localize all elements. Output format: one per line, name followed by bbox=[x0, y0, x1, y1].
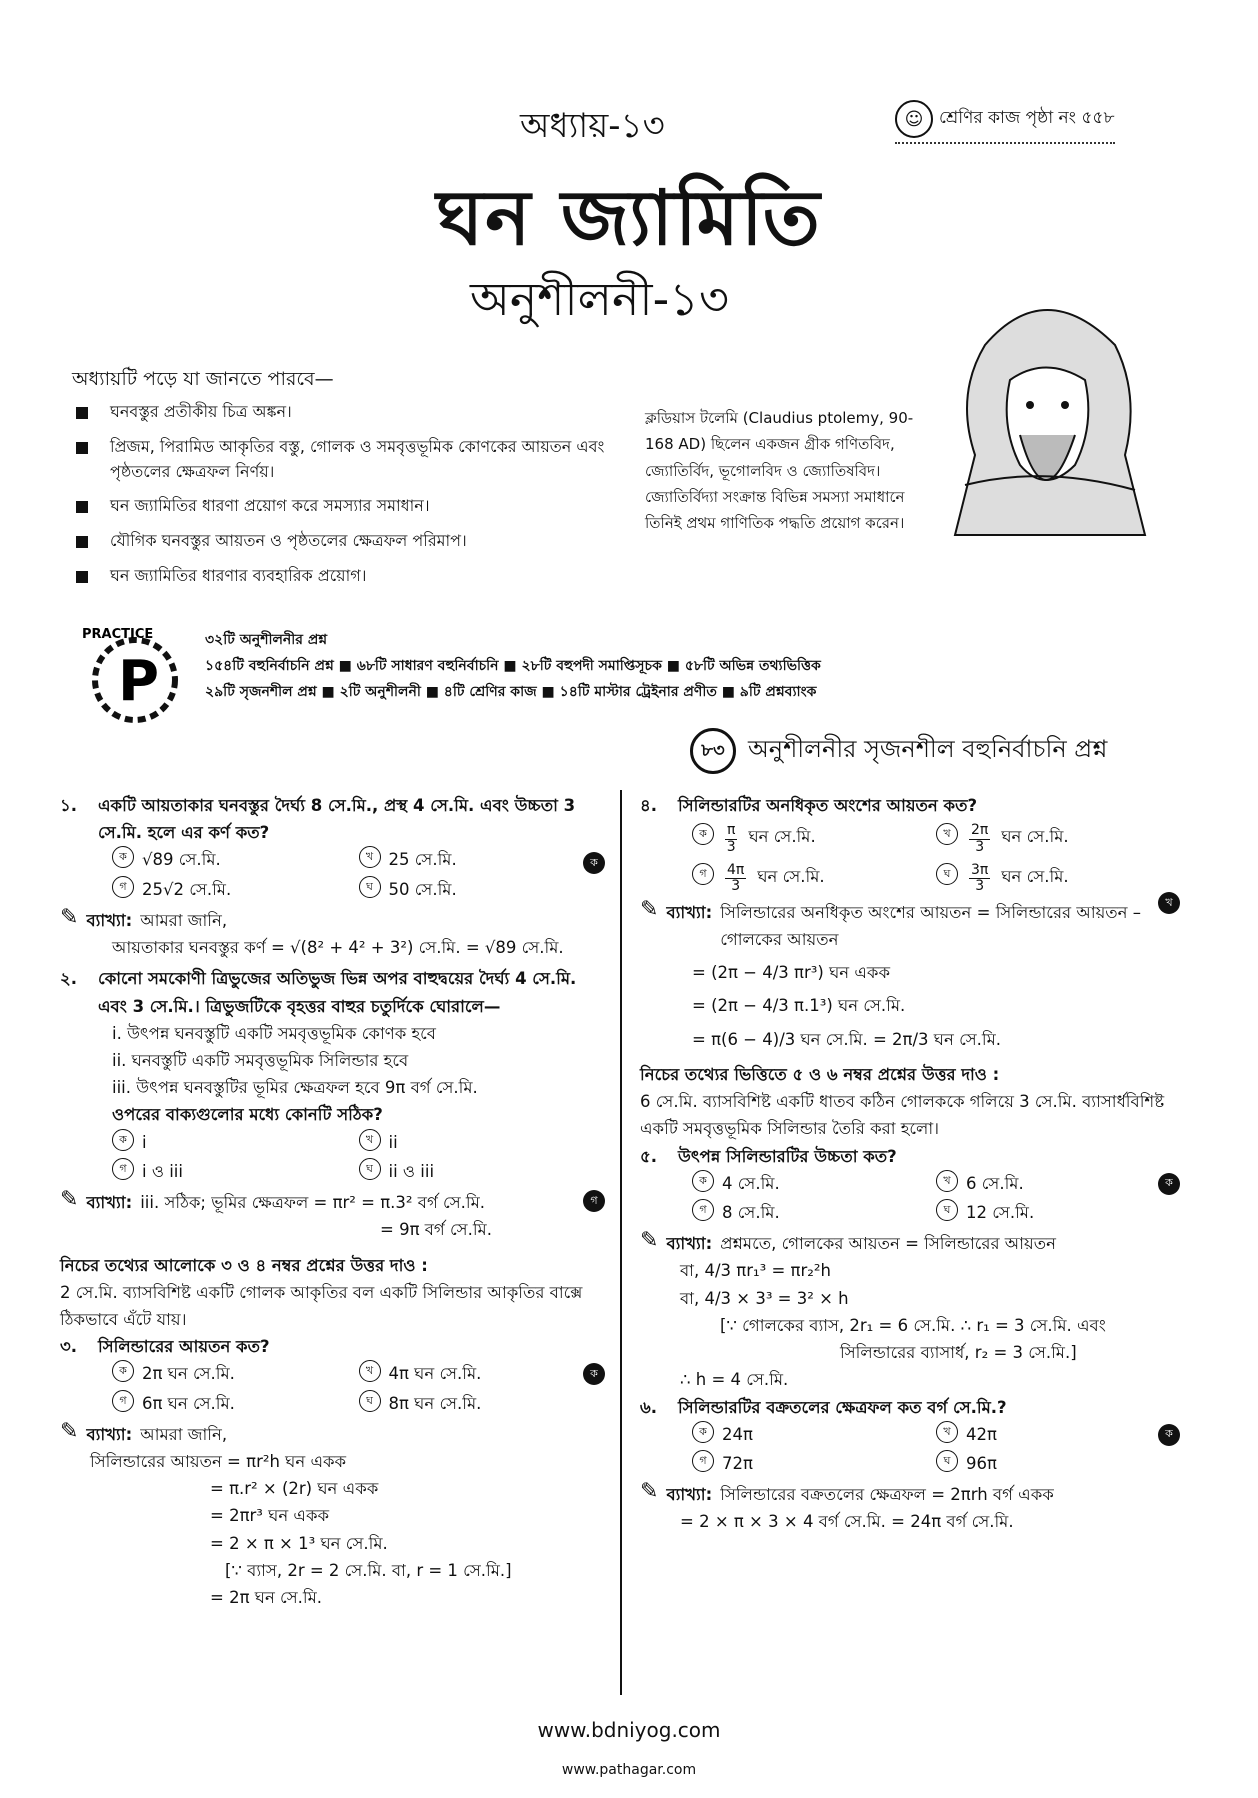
explanation-line: বা, 4/3 πr₁³ = πr₂²h bbox=[680, 1261, 831, 1281]
explanation-line: = 2 × π × 1³ ঘন সে.মি. bbox=[210, 1533, 388, 1553]
option-ga[interactable]: গ $\frac{4\pi}{3}$ ঘন সে.মি. bbox=[692, 863, 936, 895]
pen-icon: ✎ bbox=[640, 1479, 659, 1505]
pen-icon: ✎ bbox=[60, 1418, 79, 1444]
question-1 bbox=[60, 792, 605, 961]
pen-icon: ✎ bbox=[60, 904, 79, 930]
page-title: ঘন জ্যামিতি bbox=[436, 173, 822, 262]
pen-icon: ✎ bbox=[60, 1187, 79, 1213]
classwork-text: শ্রেণির কাজ পৃষ্ঠা নং ৫৫৮ bbox=[939, 108, 1115, 128]
option-kha[interactable]: খ 25 সে.মি. bbox=[359, 846, 606, 873]
question-2 bbox=[60, 965, 605, 1243]
mcq-banner bbox=[690, 728, 1107, 774]
option-gha[interactable]: ঘ 50 সে.মি. bbox=[359, 876, 606, 903]
explanation-line: সিলিন্ডারের বক্রতলের ক্ষেত্রফল = 2πrh বর্গ একক bbox=[720, 1485, 1054, 1505]
info-heading: নিচের তথ্যের আলোকে ৩ ও ৪ নম্বর প্রশ্নের উত্তর দাও : bbox=[60, 1255, 428, 1275]
explanation-line: = (2π − 4/3 π.1³) ঘন সে.মি. bbox=[692, 996, 906, 1016]
explanation-line: = (2π − 4/3 πr³) ঘন একক bbox=[692, 963, 890, 983]
explanation-line: ∴ h = 4 সে.মি. bbox=[680, 1370, 789, 1390]
explanation-label: ব্যাখ্যা: bbox=[86, 1424, 133, 1444]
practice-stats bbox=[205, 628, 821, 706]
question-number: ৬. bbox=[640, 1397, 657, 1417]
question-text: সিলিন্ডারটির বক্রতলের ক্ষেত্রফল কত বর্গ সে.মি.? bbox=[678, 1397, 1007, 1417]
explanation-line: = 2 × π × 3 × 4 বর্গ সে.মি. = 24π বর্গ সে.মি. bbox=[680, 1512, 1014, 1532]
option-kha[interactable]: খ 6 সে.মি. bbox=[936, 1170, 1180, 1197]
explanation-label: ব্যাখ্যা: bbox=[86, 1193, 133, 1213]
statement: ii. ঘনবস্তুটি একটি সমবৃত্তভূমিক সিলিন্ডার হবে bbox=[112, 1050, 409, 1070]
question-5 bbox=[640, 1143, 1180, 1394]
learning-item: ঘন জ্যামিতির ধারণা প্রয়োগ করে সমস্যার সমাধান। bbox=[72, 494, 612, 519]
explanation-line: iii. সঠিক; ভূমির ক্ষেত্রফল = πr² = π.3² বর্গ সে.মি. bbox=[140, 1193, 485, 1213]
right-column bbox=[640, 792, 1180, 1536]
explanation-line: আয়তাকার ঘনবস্তুর কর্ণ = √(8² + 4² + 3²) সে.মি. = √89 সে.মি. bbox=[112, 938, 564, 958]
info-heading: নিচের তথ্যের ভিত্তিতে ৫ ও ৬ নম্বর প্রশ্নের উত্তর দাও : bbox=[640, 1064, 1000, 1084]
mcq-badge: ৮৩ bbox=[690, 728, 736, 774]
option-gha[interactable]: ঘ 12 সে.মি. bbox=[936, 1199, 1180, 1226]
question-6 bbox=[640, 1394, 1180, 1536]
learning-item: প্রিজম, পিরামিড আকৃতির বস্তু, গোলক ও সমবৃত্তভূমিক কোণকের আয়তন এবং পৃষ্ঠতলের ক্ষেত্রফল নির্ণয়। bbox=[72, 435, 612, 485]
option-kha[interactable]: খ ii bbox=[359, 1129, 606, 1156]
answer-badge: খ bbox=[1158, 892, 1180, 914]
option-ga[interactable]: গ 8 সে.মি. bbox=[692, 1199, 936, 1226]
explanation-line: = π(6 − 4)/3 ঘন সে.মি. = 2π/3 ঘন সে.মি. bbox=[692, 1029, 1002, 1049]
explanation-line: = π.r² × (2r) ঘন একক bbox=[210, 1479, 379, 1499]
option-ga[interactable]: গ 6π ঘন সে.মি. bbox=[112, 1390, 359, 1417]
explanation-line: = 2π ঘন সে.মি. bbox=[210, 1588, 322, 1608]
explanation-line: আমরা জানি, bbox=[140, 910, 228, 930]
classwork-reference bbox=[895, 100, 1115, 144]
option-kha[interactable]: খ 42π bbox=[936, 1421, 1180, 1448]
option-gha[interactable]: ঘ $\frac{3\pi}{3}$ ঘন সে.মি. bbox=[936, 863, 1180, 895]
explanation-line: = 2πr³ ঘন একক bbox=[210, 1506, 330, 1526]
question-number: ৪. bbox=[640, 796, 657, 815]
question-number: ৫. bbox=[640, 1146, 657, 1166]
question-text: কোনো সমকোণী ত্রিভুজের অতিভুজ ভিন্ন অপর বাহুদ্বয়ের দৈর্ঘ্য 4 সে.মি. এবং 3 সে.মি.। ত্রিভুজটিকে বৃহত্তর বাহুর চতুর্দিকে ঘোরালে— bbox=[98, 969, 577, 1016]
explanation-label: ব্যাখ্যা: bbox=[666, 902, 713, 922]
footer-site-secondary[interactable]: www.pathagar.com bbox=[561, 1762, 697, 1778]
left-column bbox=[60, 792, 605, 1611]
question-text: একটি আয়তাকার ঘনবস্তুর দৈর্ঘ্য 8 সে.মি., প্রস্থ 4 সে.মি. এবং উচ্চতা 3 সে.মি. হলে এর কর্ণ কত? bbox=[98, 796, 576, 843]
option-ka[interactable]: ক 24π bbox=[692, 1421, 936, 1448]
answer-badge: ক bbox=[1158, 1424, 1180, 1446]
question-3 bbox=[60, 1333, 605, 1611]
footer-site[interactable]: www.bdniyog.com bbox=[537, 1718, 721, 1742]
learning-item: ঘন জ্যামিতির ধারণার ব্যবহারিক প্রয়োগ। bbox=[72, 564, 612, 589]
pen-icon: ✎ bbox=[640, 1228, 659, 1254]
practice-logo-letter: P bbox=[118, 649, 160, 714]
option-gha[interactable]: ঘ 8π ঘন সে.মি. bbox=[359, 1390, 606, 1417]
practice-logo-text: PRACTICE bbox=[82, 627, 154, 642]
explanation-line: সিলিন্ডারের ব্যাসার্ধ, r₂ = 3 সে.মি.] bbox=[840, 1343, 1077, 1363]
option-gha[interactable]: ঘ 96π bbox=[936, 1450, 1180, 1477]
option-kha[interactable]: খ 4π ঘন সে.মি. bbox=[359, 1360, 606, 1387]
mcq-banner-text: অনুশীলনীর সৃজনশীল বহুনির্বাচনি প্রশ্ন bbox=[748, 735, 1108, 763]
page-subtitle: অনুশীলনী-১৩ bbox=[470, 272, 729, 326]
pen-icon: ✎ bbox=[640, 896, 659, 922]
answer-badge: ক bbox=[1158, 1173, 1180, 1195]
question-text: সিলিন্ডারটির অনধিকৃত অংশের আয়তন কত? bbox=[678, 796, 978, 815]
statement: i. উৎপন্ন ঘনবস্তুটি একটি সমবৃত্তভূমিক কোণক হবে bbox=[112, 1023, 436, 1043]
question-prompt: ওপরের বাক্যগুলোর মধ্যে কোনটি সঠিক? bbox=[112, 1105, 383, 1125]
reading-person-icon: ☺ bbox=[895, 100, 933, 138]
explanation-line: বা, 4/3 × 3³ = 3² × h bbox=[680, 1288, 849, 1308]
ptolemy-bio: ক্লডিয়াস টলেমি (Claudius ptolemy, 90-168 AD) ছিলেন একজন গ্রীক গণিতবিদ, জ্যোতির্বিদ, ভূগোলবিদ ও জ্যোতিষবিদ। জ্যোতির্বিদ্যা সংক্রান্ত বিভিন্ন সমস্যা সমাধানে তিনিই প্রথম গাণিতিক পদ্ধতি প্রয়োগ করেন। bbox=[645, 409, 914, 532]
learning-heading: অধ্যায়টি পড়ে যা জানতে পারবে— bbox=[72, 368, 334, 390]
explanation-line: আমরা জানি, bbox=[140, 1424, 228, 1444]
option-ga[interactable]: গ 25√2 সে.মি. bbox=[112, 876, 359, 903]
info-text: 2 সে.মি. ব্যাসবিশিষ্ট একটি গোলক আকৃতির বল একটি সিলিন্ডার আকৃতির বাক্সে ঠিকভাবে এঁটে যায়। bbox=[60, 1282, 583, 1329]
question-number: ২. bbox=[60, 969, 77, 989]
option-ka[interactable]: ক √89 সে.মি. bbox=[112, 846, 359, 873]
column-divider bbox=[620, 790, 622, 1695]
option-kha[interactable]: খ $\frac{2\pi}{3}$ ঘন সে.মি. bbox=[936, 823, 1180, 855]
option-ga[interactable]: গ i ও iii bbox=[112, 1158, 359, 1185]
chapter-label: অধ্যায়-১৩ bbox=[520, 106, 665, 146]
answer-badge: গ bbox=[583, 1190, 605, 1212]
option-ka[interactable]: ক $\frac{\pi}{3}$ ঘন সে.মি. bbox=[692, 823, 936, 855]
explanation-label: ব্যাখ্যা: bbox=[86, 910, 133, 930]
question-number: ৩. bbox=[60, 1337, 77, 1357]
question-4 bbox=[640, 792, 1180, 1053]
explanation-line: সিলিন্ডারের অনধিকৃত অংশের আয়তন = সিলিন্ডারের আয়তন – গোলকের আয়তন bbox=[720, 902, 1142, 949]
stats-line: ১৫৪টি বহুনির্বাচনি প্রশ্ন ■ ৬৮টি সাধারণ বহুনির্বাচনি ■ ২৮টি বহুপদী সমাপ্তিসূচক ■ ৫৮টি অভিন্ন তথ্যভিত্তিক bbox=[205, 657, 821, 674]
explanation-line: [∵ ব্যাস, 2r = 2 সে.মি. বা, r = 1 সে.মি.] bbox=[225, 1560, 512, 1580]
explanation-line: সিলিন্ডারের আয়তন = πr²h ঘন একক bbox=[90, 1452, 347, 1472]
learning-item: ঘনবস্তুর প্রতীকীয় চিত্র অঙ্কন। bbox=[72, 400, 612, 425]
option-ka[interactable]: ক 4 সে.মি. bbox=[692, 1170, 936, 1197]
question-number: ১. bbox=[60, 796, 77, 815]
ptolemy-portrait bbox=[925, 285, 1165, 545]
question-text: উৎপন্ন সিলিন্ডারটির উচ্চতা কত? bbox=[678, 1146, 897, 1166]
info-text: 6 সে.মি. ব্যাসবিশিষ্ট একটি ধাতব কঠিন গোলককে গলিয়ে 3 সে.মি. ব্যাসার্ধবিশিষ্ট একটি সমবৃত্তভূমিক সিলিন্ডার তৈরি করা হলো। bbox=[640, 1092, 1165, 1139]
option-ka[interactable]: ক i bbox=[112, 1129, 359, 1156]
stats-line: ৩২টি অনুশীলনীর প্রশ্ন bbox=[205, 632, 328, 648]
statement: iii. উৎপন্ন ঘনবস্তুটির ভূমির ক্ষেত্রফল হবে 9π বর্গ সে.মি. bbox=[112, 1078, 478, 1098]
option-ga[interactable]: গ 72π bbox=[692, 1450, 936, 1477]
question-text: সিলিন্ডারের আয়তন কত? bbox=[98, 1337, 270, 1357]
explanation-line: [∵ গোলকের ব্যাস, 2r₁ = 6 সে.মি. ∴ r₁ = 3 সে.মি. এবং bbox=[720, 1315, 1106, 1335]
learning-list bbox=[72, 400, 612, 599]
explanation-label: ব্যাখ্যা: bbox=[666, 1234, 713, 1254]
stats-line: ২৯টি সৃজনশীল প্রশ্ন ■ ২টি অনুশীলনী ■ ৪টি শ্রেণির কাজ ■ ১৪টি মাস্টার ট্রেইনার প্রণীত ■ ৯টি প্রশ্নব্যাংক bbox=[205, 683, 817, 700]
answer-badge: ক bbox=[583, 852, 605, 874]
explanation-line: প্রশ্নমতে, গোলকের আয়তন = সিলিন্ডারের আয়তন bbox=[720, 1234, 1056, 1254]
answer-badge: ক bbox=[583, 1363, 605, 1385]
option-ka[interactable]: ক 2π ঘন সে.মি. bbox=[112, 1360, 359, 1387]
explanation-line: = 9π বর্গ সে.মি. bbox=[380, 1220, 492, 1240]
option-gha[interactable]: ঘ ii ও iii bbox=[359, 1158, 606, 1185]
explanation-label: ব্যাখ্যা: bbox=[666, 1485, 713, 1505]
practice-logo bbox=[80, 620, 195, 730]
learning-item: যৌগিক ঘনবস্তুর আয়তন ও পৃষ্ঠতলের ক্ষেত্রফল পরিমাপ। bbox=[72, 529, 612, 554]
